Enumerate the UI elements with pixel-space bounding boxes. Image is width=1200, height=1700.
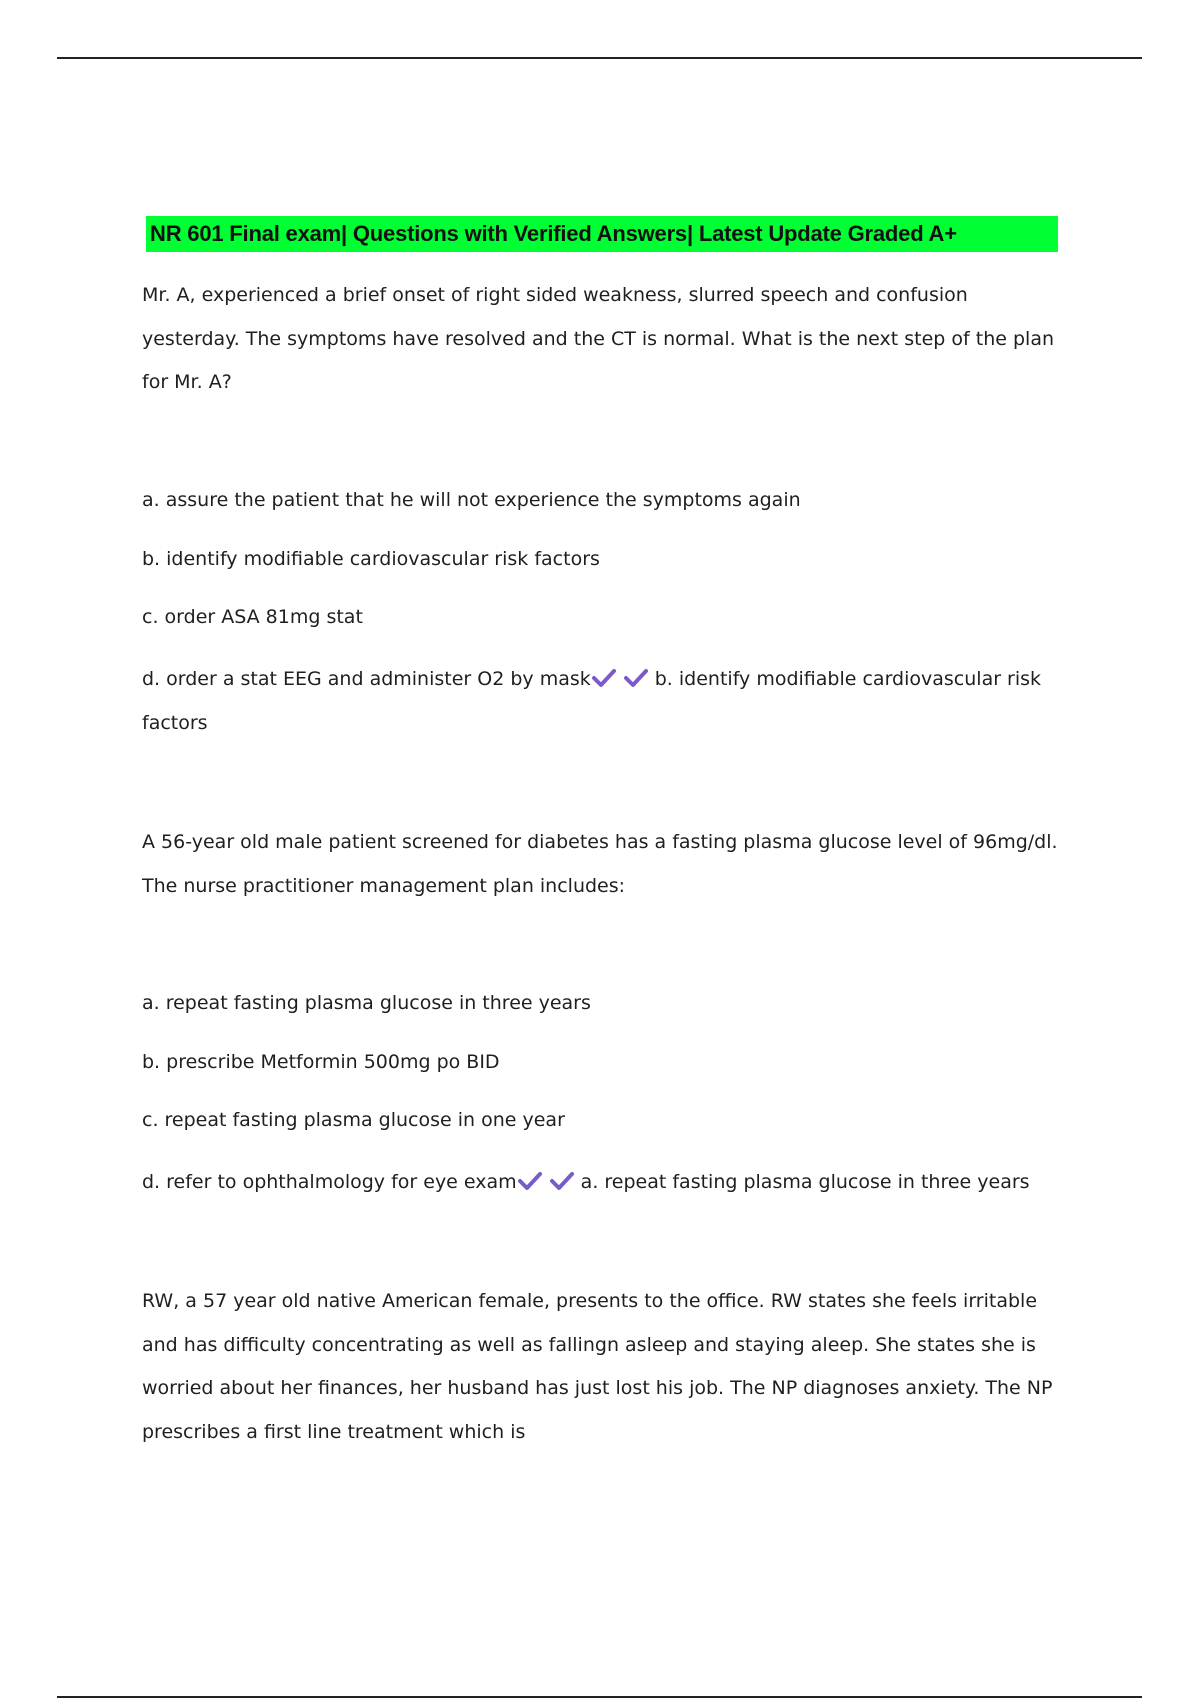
- page-title: NR 601 Final exam| Questions with Verified Answers| Latest Update Graded A+: [146, 216, 1058, 252]
- question-1-option-d: d. order a stat EEG and administer O2 by mask: [142, 668, 591, 690]
- checkmark-icon: [517, 1164, 543, 1184]
- question-2-option-b: b. prescribe Metformin 500mg po BID: [142, 1051, 500, 1073]
- question-1-stem: Mr. A, experienced a brief onset of right sided weakness, slurred speech and confusion yesterday. The symptoms have resolved and the CT is normal. What is the next step of the plan for Mr. A?: [142, 284, 1055, 393]
- question-2-option-d: d. refer to ophthalmology for eye exam: [142, 1171, 517, 1193]
- question-1-option-a: a. assure the patient that he will not experience the symptoms again: [142, 489, 801, 511]
- checkmark-icon: [549, 1164, 575, 1184]
- question-1-answer: b. identify modifiable cardiovascular risk factors: [142, 668, 1042, 734]
- top-rule: [57, 57, 1142, 59]
- question-2-option-d-with-answer: [142, 1161, 1062, 1205]
- question-1-option-c: c. order ASA 81mg stat: [142, 606, 363, 628]
- question-3-stem: RW, a 57 year old native American female, presents to the office. RW states she feels irritable and has difficulty concentrating as well as fallingn asleep and staying aleep. She states she is worried about her finances, her husband has just lost his job. The NP diagnoses anxiety. The NP prescribes a first line treatment which is: [142, 1290, 1053, 1443]
- question-2-answer: a. repeat fasting plasma glucose in three years: [580, 1171, 1030, 1193]
- question-2-option-a: a. repeat fasting plasma glucose in three years: [142, 992, 591, 1014]
- question-1-option-d-with-answer: [142, 658, 1062, 745]
- question-2-option-c: c. repeat fasting plasma glucose in one year: [142, 1109, 565, 1131]
- question-1-option-b: b. identify modifiable cardiovascular risk factors: [142, 548, 600, 570]
- bottom-rule: [57, 1696, 1142, 1698]
- question-2-stem: A 56-year old male patient screened for diabetes has a fasting plasma glucose level of 96mg/dl. The nurse practitioner management plan includes:: [142, 831, 1058, 897]
- checkmark-icon: [591, 661, 617, 681]
- checkmark-icon: [623, 661, 649, 681]
